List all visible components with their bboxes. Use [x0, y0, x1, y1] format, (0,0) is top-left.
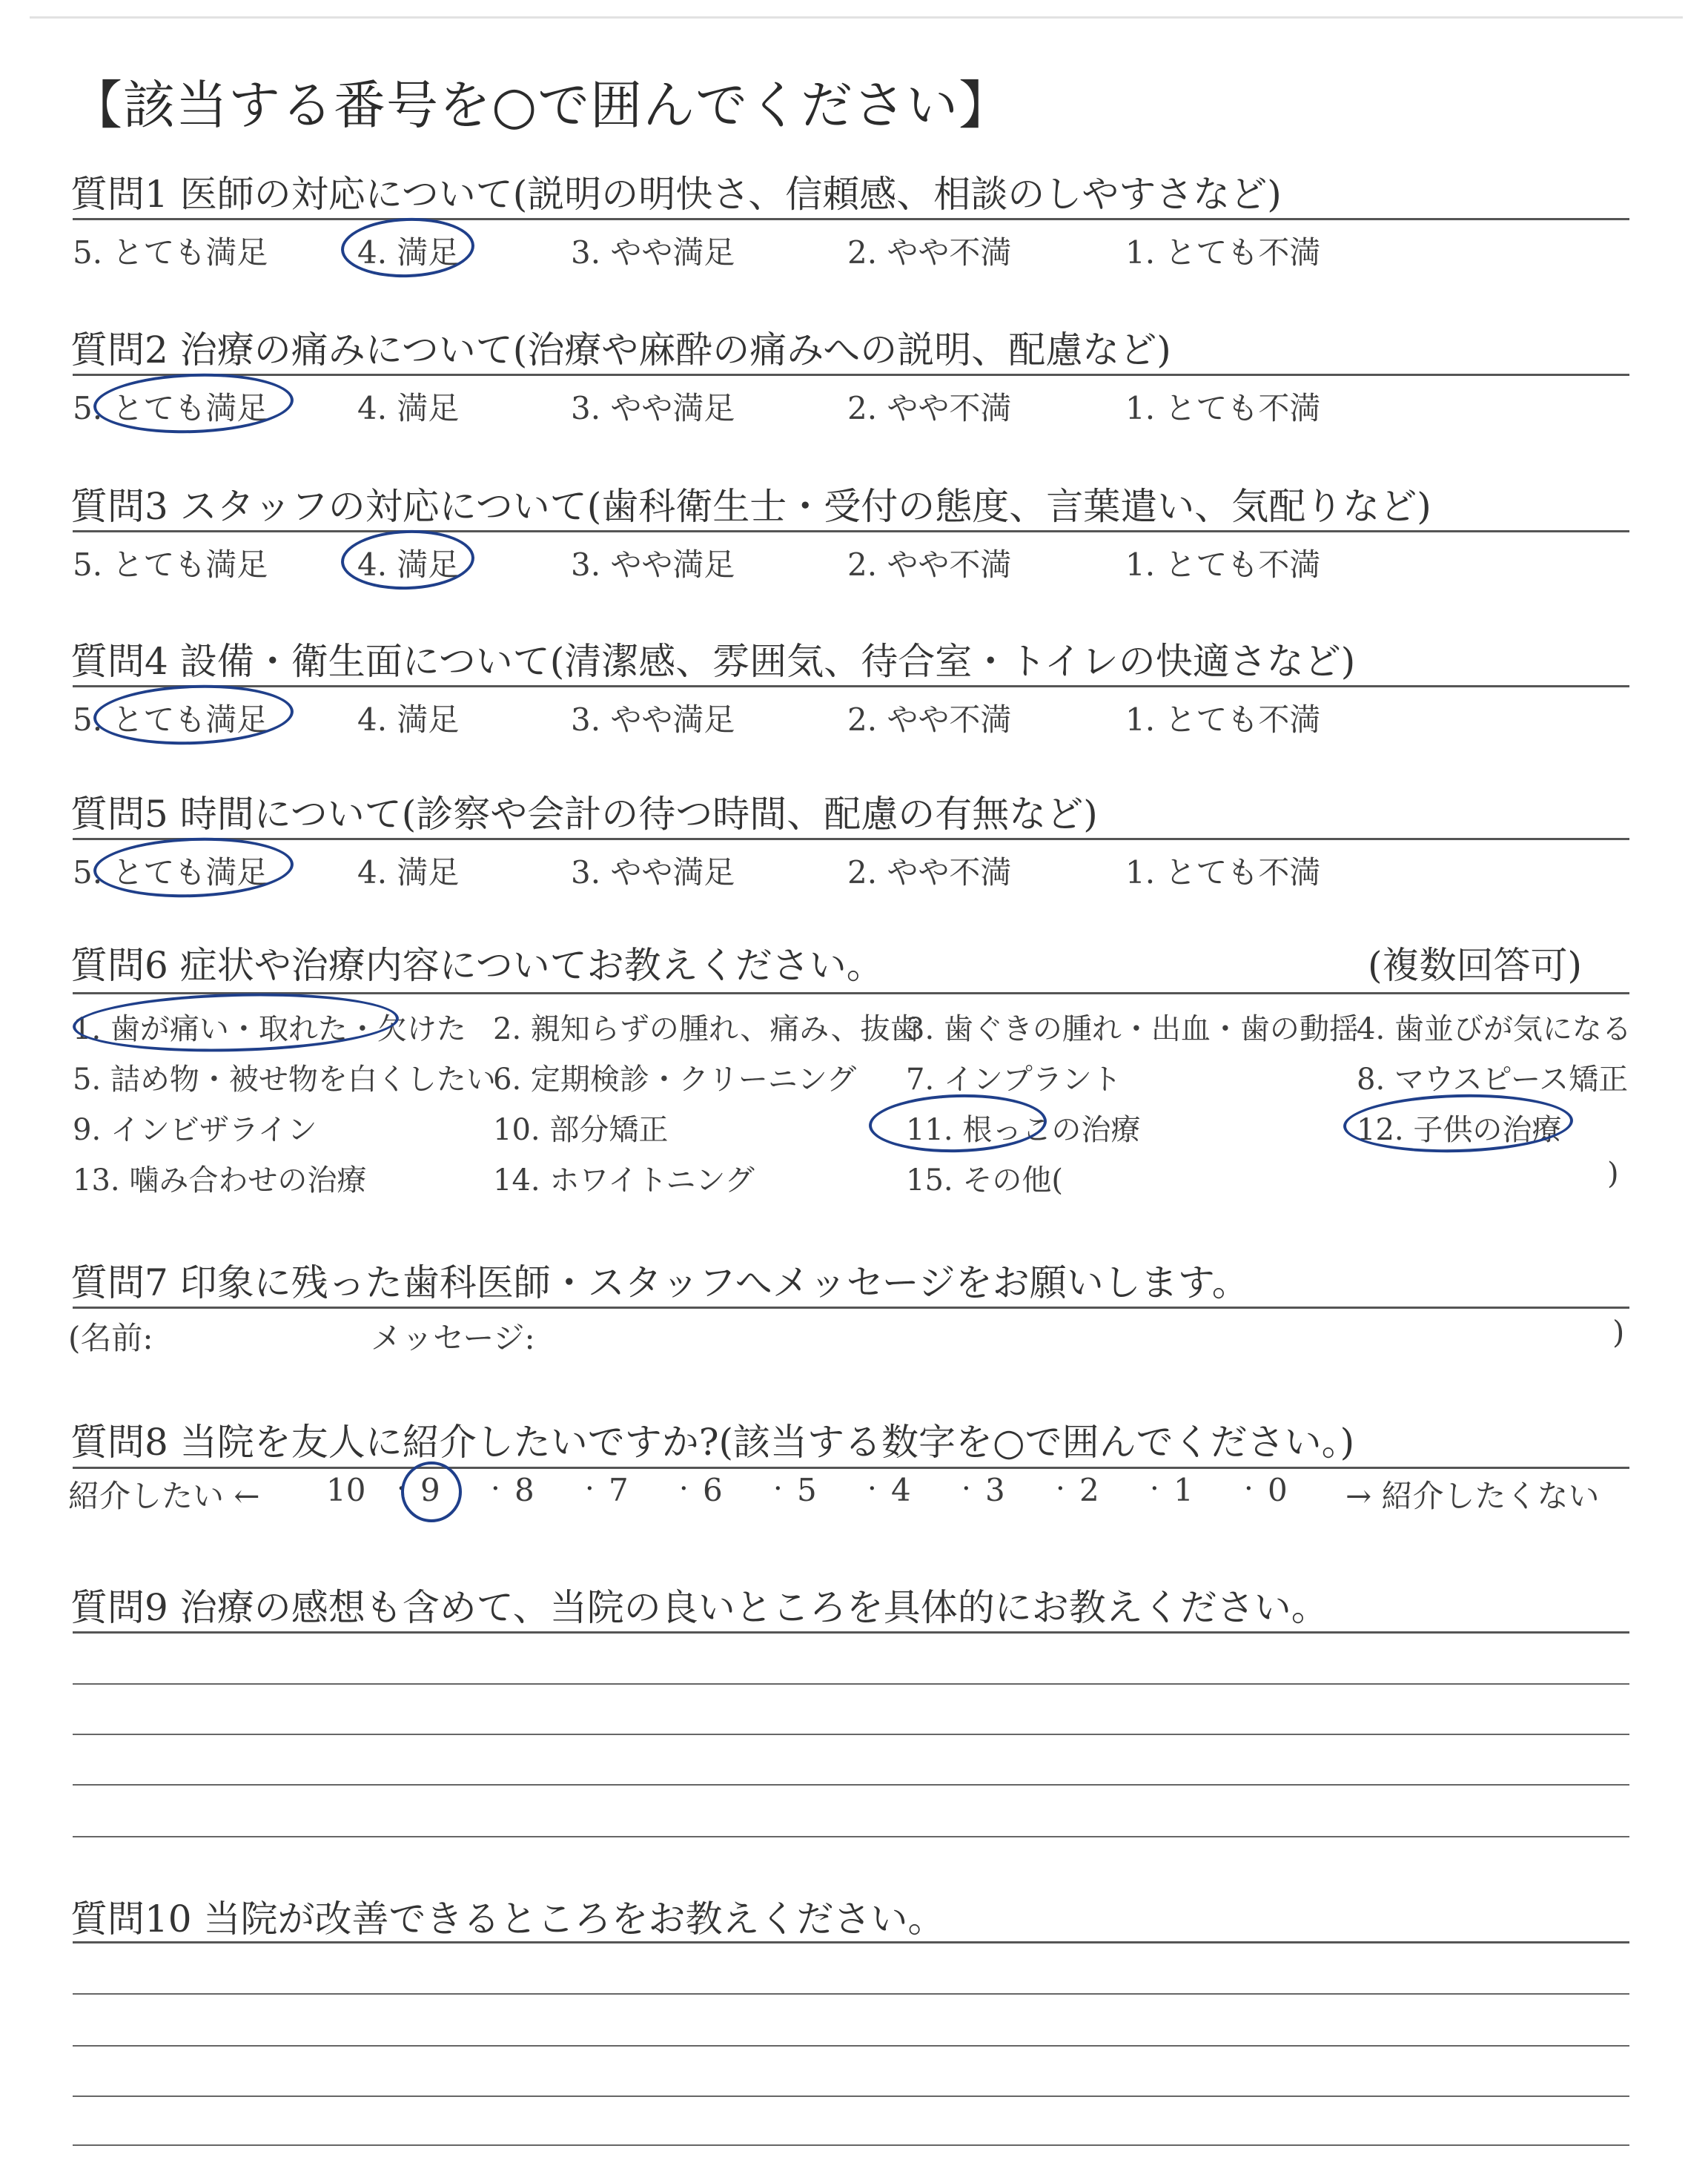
q8-separator-dot: ·	[397, 1472, 406, 1506]
q8-right-label: → 紹介したくない	[1345, 1478, 1600, 1514]
q5-option[interactable]: 2. やや不満	[847, 854, 1012, 891]
q10-answer-line[interactable]	[73, 2095, 1629, 2097]
q6-option[interactable]: 11. 根っこの治療	[906, 1113, 1141, 1147]
q3-title: 質問3 スタッフの対応について(歯科衛生士・受付の態度、言葉遣い、気配りなど)	[70, 485, 1431, 528]
q6-option[interactable]: )	[1607, 1157, 1619, 1191]
q6-option[interactable]: 1. 歯が痛い・取れた・欠けた	[73, 1012, 466, 1046]
q4-option[interactable]: 4. 満足	[357, 701, 460, 738]
q6-option[interactable]: 4. 歯並びが気になる	[1357, 1012, 1632, 1046]
q4-option[interactable]: 1. とても不満	[1125, 701, 1321, 738]
q2-option[interactable]: 4. 満足	[357, 390, 460, 426]
q9-rule	[73, 1631, 1629, 1634]
q1-rule	[73, 218, 1629, 220]
q8-separator-dot: ·	[679, 1472, 689, 1506]
q5-option[interactable]: 3. やや満足	[571, 854, 735, 891]
q8-left-label: 紹介したい ←	[68, 1478, 260, 1514]
page-top-edge	[30, 16, 1683, 19]
q6-option[interactable]: 9. インビザライン	[73, 1113, 317, 1147]
q8-scale-value[interactable]: 8	[514, 1472, 534, 1508]
q1-option[interactable]: 1. とても不満	[1125, 234, 1321, 271]
q2-option[interactable]: 3. やや満足	[571, 390, 735, 426]
q6-option[interactable]: 7. インプラント	[906, 1063, 1122, 1097]
q5-title: 質問5 時間について(診察や会計の待つ時間、配慮の有無など)	[70, 793, 1098, 836]
q10-answer-line[interactable]	[73, 2144, 1629, 2146]
q2-option[interactable]: 2. やや不満	[847, 390, 1012, 426]
q6-option[interactable]: 3. 歯ぐきの腫れ・出血・歯の動揺	[906, 1012, 1359, 1046]
q5-option[interactable]: 5. とても満足	[73, 854, 268, 891]
q8-scale-value[interactable]: 3	[985, 1472, 1005, 1508]
q4-title: 質問4 設備・衛生面について(清潔感、雰囲気、待合室・トイレの快適さなど)	[70, 640, 1356, 683]
q8-scale-value[interactable]: 0	[1268, 1472, 1288, 1508]
q1-option[interactable]: 4. 満足	[357, 234, 460, 271]
q8-separator-dot: ·	[1056, 1472, 1065, 1506]
q6-option[interactable]: 14. ホワイトニング	[493, 1163, 755, 1198]
q8-separator-dot: ·	[1244, 1472, 1254, 1506]
q8-scale-value[interactable]: 7	[609, 1472, 629, 1508]
q5-rule	[73, 838, 1629, 840]
q8-separator-dot: ·	[491, 1472, 500, 1506]
q3-option[interactable]: 4. 満足	[357, 546, 460, 583]
q8-rule	[73, 1467, 1629, 1469]
q7-title: 質問7 印象に残った歯科医師・スタッフへメッセージをお願いします。	[70, 1261, 1249, 1304]
q9-title: 質問9 治療の感想も含めて、当院の良いところを具体的にお教えください。	[70, 1586, 1328, 1629]
q10-title: 質問10 当院が改善できるところをお教えください。	[70, 1898, 945, 1941]
q4-option[interactable]: 3. やや満足	[571, 701, 735, 738]
q8-scale-value[interactable]: 10	[326, 1472, 366, 1508]
q6-option[interactable]: 6. 定期検診・クリーニング	[493, 1063, 857, 1097]
q8-separator-dot: ·	[867, 1472, 877, 1506]
q2-option[interactable]: 1. とても不満	[1125, 390, 1321, 426]
q9-answer-line[interactable]	[73, 1734, 1629, 1735]
q1-option[interactable]: 3. やや満足	[571, 234, 735, 271]
q3-option[interactable]: 2. やや不満	[847, 546, 1012, 583]
q8-separator-dot: ·	[1150, 1472, 1159, 1506]
q6-title: 質問6 症状や治療内容についてお教えください。	[70, 944, 884, 987]
q8-separator-dot: ·	[961, 1472, 971, 1506]
q6-option[interactable]: 2. 親知らずの腫れ、痛み、抜歯	[493, 1012, 920, 1046]
q2-option[interactable]: 5. とても満足	[73, 390, 268, 426]
q6-option[interactable]: 8. マウスピース矯正	[1357, 1063, 1629, 1097]
q3-option[interactable]: 1. とても不満	[1125, 546, 1321, 583]
q8-scale-value[interactable]: 2	[1079, 1472, 1099, 1508]
q3-rule	[73, 530, 1629, 532]
q6-option[interactable]: 12. 子供の治療	[1357, 1113, 1562, 1147]
q5-option[interactable]: 4. 満足	[357, 854, 460, 891]
q8-scale-value[interactable]: 1	[1174, 1472, 1194, 1508]
q8-selection-circle	[401, 1462, 462, 1522]
q7-name-label: (名前:	[68, 1320, 153, 1356]
q3-option[interactable]: 3. やや満足	[571, 546, 735, 583]
q8-scale-value[interactable]: 5	[797, 1472, 817, 1508]
q6-note: (複数回答可)	[1368, 944, 1583, 987]
q1-title: 質問1 医師の対応について(説明の明快さ、信頼感、相談のしやすさなど)	[70, 173, 1282, 216]
q4-rule	[73, 685, 1629, 687]
q10-answer-line[interactable]	[73, 2045, 1629, 2047]
q6-option[interactable]: 15. その他(	[906, 1163, 1063, 1198]
q4-option[interactable]: 5. とても満足	[73, 701, 268, 738]
q7-rule	[73, 1307, 1629, 1309]
q10-answer-line[interactable]	[73, 1993, 1629, 1995]
q2-rule	[73, 374, 1629, 376]
q8-separator-dot: ·	[773, 1472, 783, 1506]
q9-answer-line[interactable]	[73, 1836, 1629, 1837]
q8-scale-value[interactable]: 6	[703, 1472, 723, 1508]
q6-option[interactable]: 10. 部分矯正	[493, 1113, 669, 1147]
q5-option[interactable]: 1. とても不満	[1125, 854, 1321, 891]
q7-close-paren: )	[1612, 1314, 1625, 1350]
q6-option[interactable]: 5. 詰め物・被せ物を白くしたい	[73, 1063, 496, 1097]
q1-option[interactable]: 2. やや不満	[847, 234, 1012, 271]
form-heading: 【該当する番号を○で囲んでください】	[70, 75, 1012, 136]
q4-option[interactable]: 2. やや不満	[847, 701, 1012, 738]
q8-separator-dot: ·	[585, 1472, 595, 1506]
q9-answer-line[interactable]	[73, 1683, 1629, 1685]
q7-message-label: メッセージ:	[371, 1320, 535, 1356]
q2-title: 質問2 治療の痛みについて(治療や麻酔の痛みへの説明、配慮など)	[70, 328, 1171, 371]
q3-option[interactable]: 5. とても満足	[73, 546, 268, 583]
q8-title: 質問8 当院を友人に紹介したいですか?(該当する数字を○で囲んでください。)	[70, 1421, 1355, 1464]
q8-scale-value[interactable]: 4	[891, 1472, 911, 1508]
q10-rule	[73, 1941, 1629, 1943]
q8-scale-value[interactable]: 9	[420, 1472, 440, 1508]
q6-option[interactable]: 13. 噛み合わせの治療	[73, 1163, 367, 1198]
q1-option[interactable]: 5. とても満足	[73, 234, 268, 271]
q9-answer-line[interactable]	[73, 1784, 1629, 1786]
